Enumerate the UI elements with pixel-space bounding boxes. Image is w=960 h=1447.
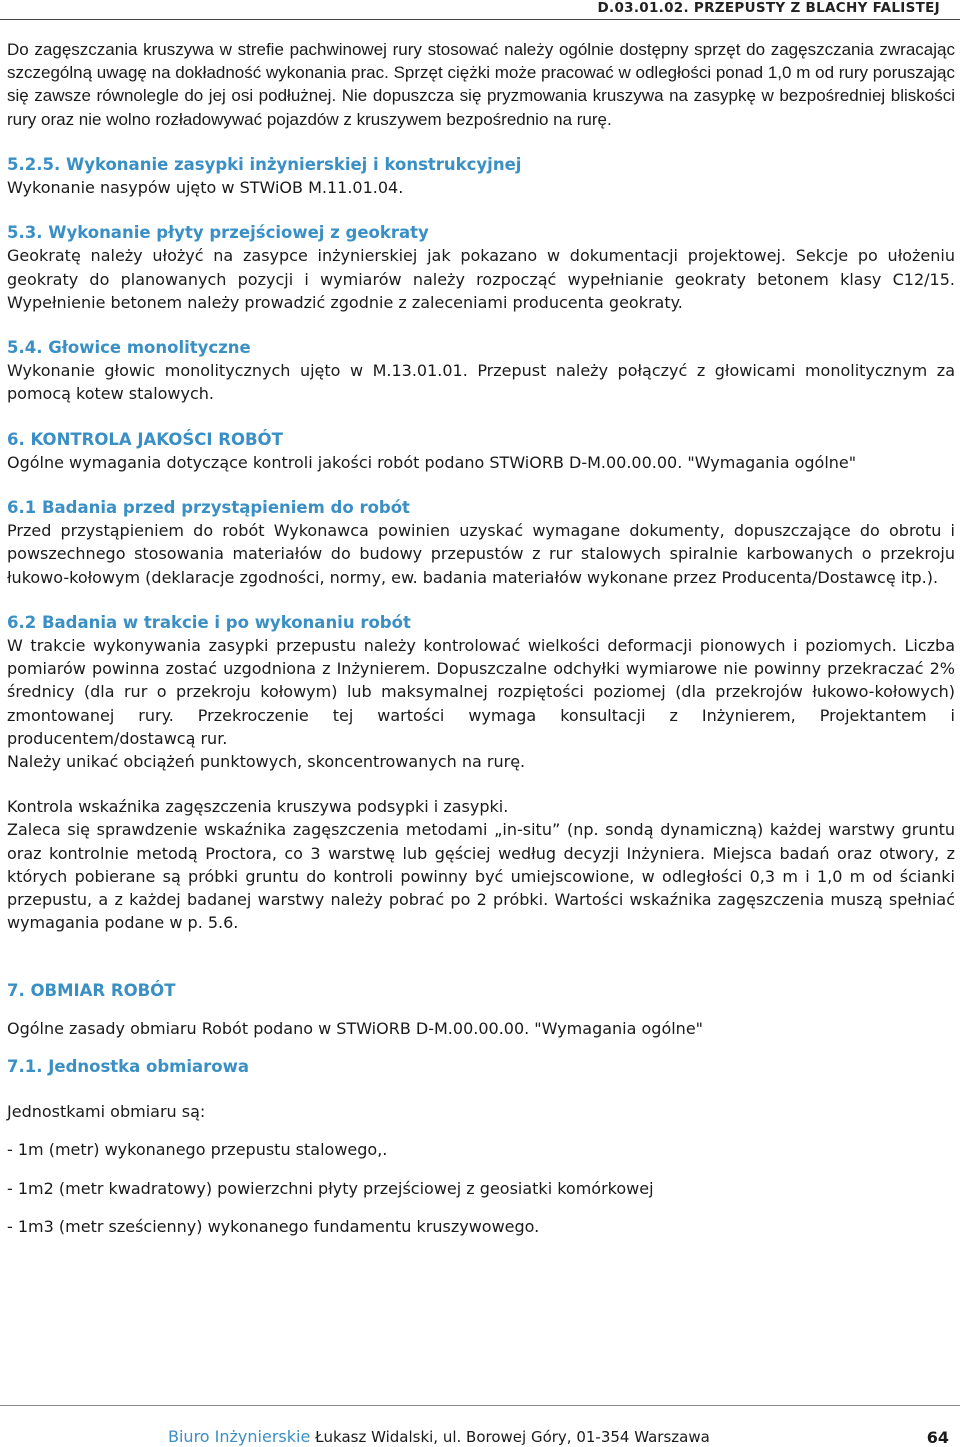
header-divider — [0, 19, 960, 20]
document-code: D.03.01.02. PRZEPUSTY Z BLACHY FALISTEJ — [597, 0, 940, 16]
footer-divider — [0, 1405, 960, 1406]
section-heading-6-2: 6.2 Badania w trakcie i po wykonaniu robót — [7, 612, 411, 632]
section-heading-6: 6. KONTROLA JAKOŚCI ROBÓT — [7, 429, 283, 449]
section-text-5-2-5: Wykonanie nasypów ujęto w STWiOB M.11.01.04. — [7, 178, 404, 198]
list-item: - 1m (metr) wykonanego przepustu stalowego,. — [7, 1140, 388, 1160]
footer-credit — [168, 1427, 710, 1446]
section-text-6-2: W trakcie wykonywania zasypki przepustu należy kontrolować wielkości deformacji pionowych i poziomych. Liczba pomiarów powinna zostać uzgodniona z Inżynierem. Dopuszczalne odchyłki wymiarowe nie powinny przekraczać 2% średnicy (dla rur o przekroju kołowym) lub maksymalnej rozpiętości poziomej (dla przekrojów łukowo-kołowych) zmontowanej rury. Przekroczenie tej wartości wymaga konsultacji z Inżynierem, Projektantem i producentem/dostawcą rur. — [7, 636, 955, 748]
section-text-6-1: Przed przystąpieniem do robót Wykonawca powinien uzyskać wymagane dokumenty, dopuszczające do obrotu i powszechnego stosowania materiałów do budowy przepustów z rur stalowych spiralnie karbowanych o przekroju łukowo-kołowym (deklaracje zgodności, normy, ew. badania materiałów wykonane przez Producenta/Dostawcę itp.). — [7, 521, 955, 587]
section-text-7: Ogólne zasady obmiaru Robót podano w STWiORB D-M.00.00.00. "Wymagania ogólne" — [7, 1018, 704, 1038]
section-heading-6-1: 6.1 Badania przed przystąpieniem do robót — [7, 498, 410, 518]
units-intro: Jednostkami obmiaru są: — [7, 1102, 206, 1122]
section-heading-5-3: 5.3. Wykonanie płyty przejściowej z geokraty — [7, 223, 429, 243]
section-heading-7-1: 7.1. Jednostka obmiarowa — [7, 1056, 250, 1076]
page-footer — [0, 1427, 960, 1447]
footer-brand: Biuro Inżynierskie — [168, 1427, 311, 1446]
section-heading-5-4: 5.4. Głowice monolityczne — [7, 338, 251, 358]
section-heading-7: 7. OBMIAR ROBÓT — [7, 980, 176, 1000]
section-text-6-2-compaction: Kontrola wskaźnika zagęszczenia kruszywa podsypki i zasypki. — [7, 797, 509, 817]
section-text-6: Ogólne wymagania dotyczące kontroli jakości robót podano STWiORB D-M.00.00.00. "Wymagania ogólne" — [7, 452, 857, 472]
list-item: - 1m2 (metr kwadratowy) powierzchni płyty przejściowej z geosiatki komórkowej — [7, 1178, 654, 1198]
footer-address: Łukasz Widalski, ul. Borowej Góry, 01-354 Warszawa — [315, 1428, 710, 1446]
document-body — [7, 38, 955, 1238]
intro-paragraph: Do zagęszczania kruszywa w strefie pachwinowej rury stosować należy ogólnie dostępny sprzęt do zagęszczania zwracając szczególną uwagę na dokładność wykonania prac. Sprzęt ciężki może pracować w odległości ponad 1,0 m od rury poruszając się zawsze równolegle do jej osi podłużnej. Nie dopuszcza się pryzmowania kruszywa na zasypkę w bezpośredniej bliskości rury oraz nie wolno rozładowywać pojazdów z kruszywem bezpośrednio na rurę. — [7, 40, 955, 129]
page-number: 64 — [926, 1428, 949, 1447]
section-text-5-4: Wykonanie głowic monolitycznych ujęto w M.13.01.01. Przepust należy połączyć z głowicami monolitycznym za pomocą kotew stalowych. — [7, 361, 955, 404]
section-text-6-2-point-loads: Należy unikać obciążeń punktowych, skoncentrowanych na rurę. — [7, 752, 526, 772]
list-item: - 1m3 (metr sześcienny) wykonanego fundamentu kruszywowego. — [7, 1216, 540, 1236]
section-heading-5-2-5: 5.2.5. Wykonanie zasypki inżynierskiej i konstrukcyjnej — [7, 154, 522, 174]
section-text-5-3: Geokratę należy ułożyć na zasypce inżynierskiej jak pokazano w dokumentacji projektowej. Sekcje po ułożeniu geokraty do planowanych pozycji i wymiarów należy rozpocząć wypełnianie geokraty betonem klasy C12/15. Wypełnienie betonem należy prowadzić zgodnie z zaleceniami producenta geokraty. — [7, 246, 955, 312]
section-text-6-2-insitu: Zaleca się sprawdzenie wskaźnika zagęszczenia metodami „in-situ” (np. sondą dynamiczną) każdej warstwy gruntu oraz kontrolnie metodą Proctora, co 3 warstwę lub gęściej według decyzji Inżyniera. Miejsca badań oraz otwory, z których pobierane są próbki gruntu do kontroli powinny być umiejscowione, w odległości 0,3 m i 1,0 m od ścianki przepustu, a z każdej badanej warstwy należy pobrać po 2 próbki. Wartości wskaźnika zagęszczenia muszą spełniać wymagania podane w p. 5.6. — [7, 820, 955, 933]
units-list — [7, 1138, 955, 1238]
page-header — [0, 0, 960, 20]
